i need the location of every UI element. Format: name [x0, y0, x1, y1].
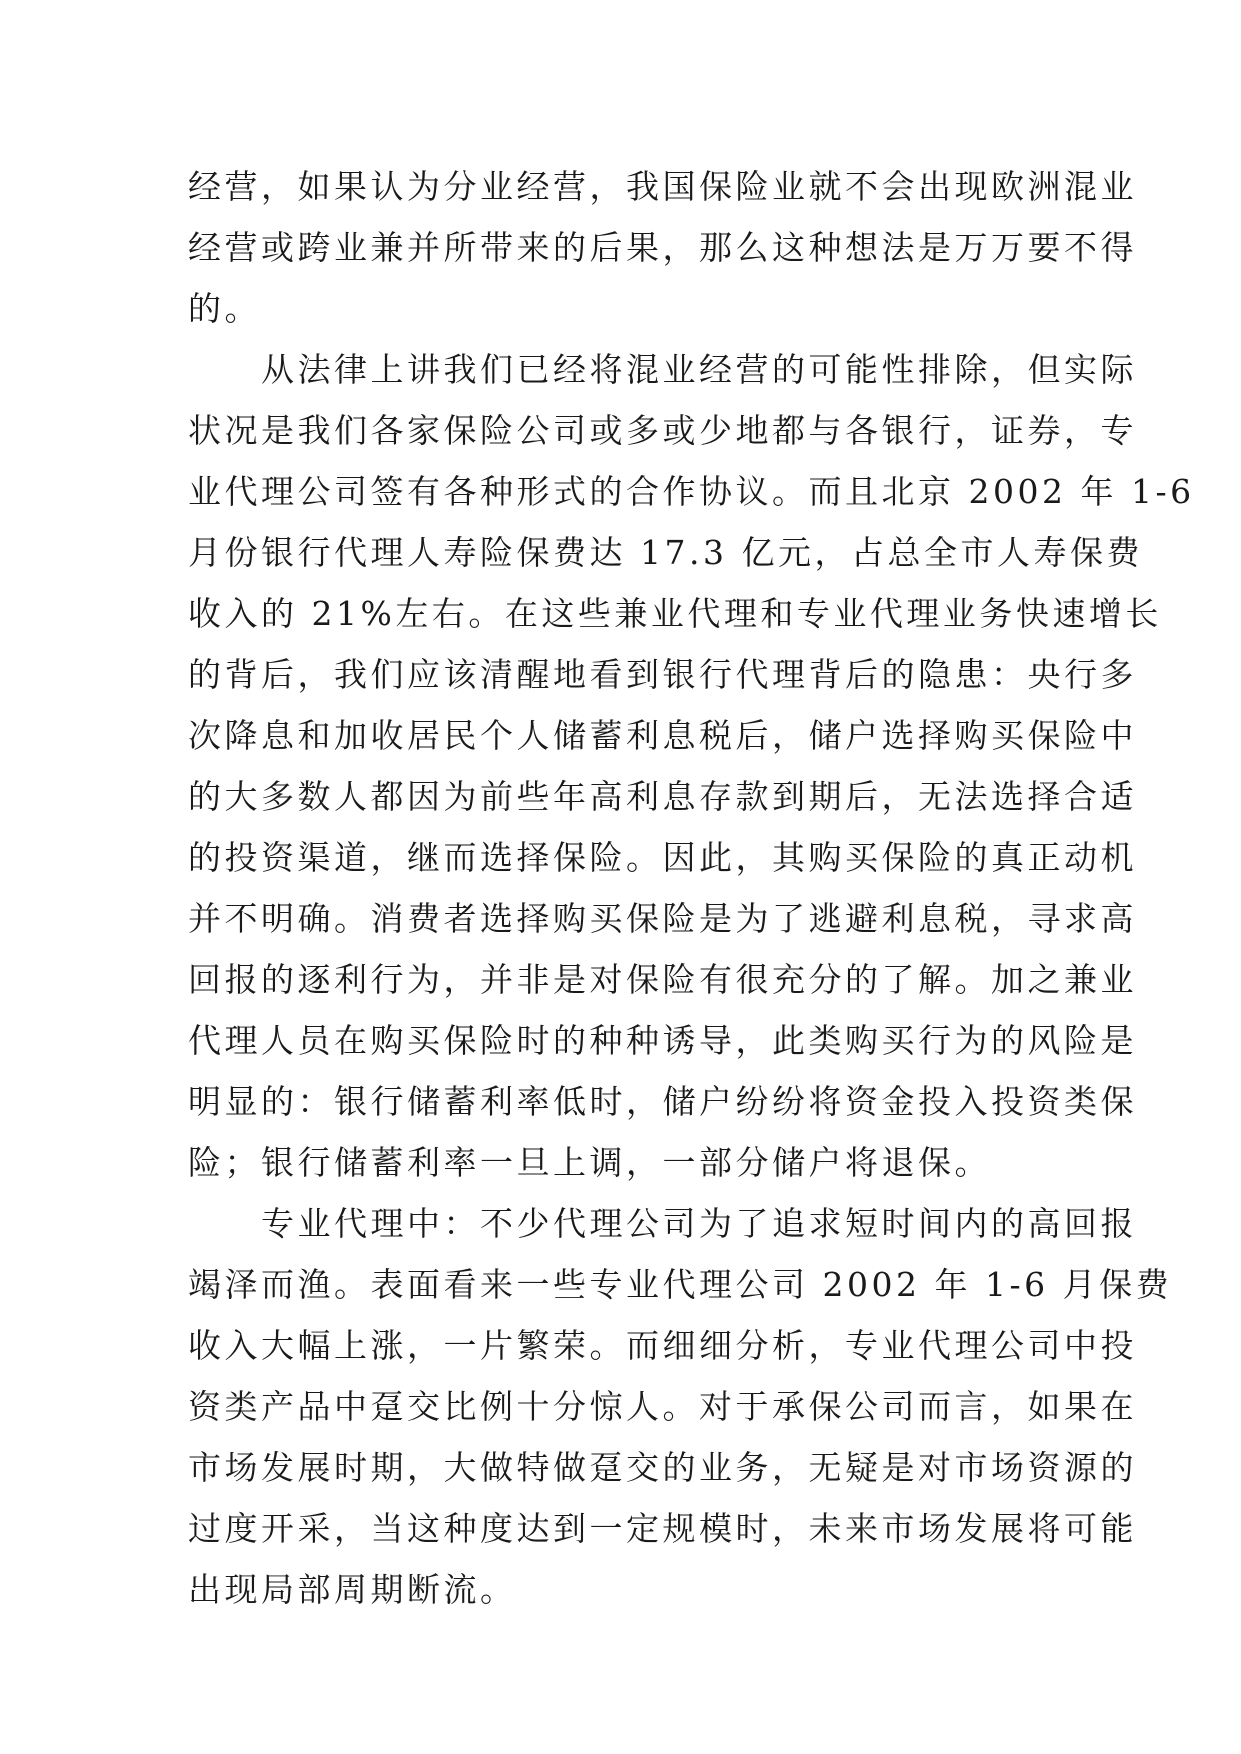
text-line: 经营，如果认为分业经营，我国保险业就不会出现欧洲混业 — [188, 167, 1137, 206]
text-line: 出现局部周期断流。 — [188, 1570, 517, 1609]
text-line: 的大多数人都因为前些年高利息存款到期后，无法选择合适 — [188, 777, 1137, 816]
text-line: 回报的逐利行为，并非是对保险有很充分的了解。加之兼业 — [188, 960, 1137, 999]
text-line: 专业代理中：不少代理公司为了追求短时间内的高回报 — [188, 1204, 1137, 1243]
paragraph-1 — [188, 156, 1137, 339]
body-text — [188, 156, 1195, 1620]
text-line: 明显的：银行储蓄利率低时，储户纷纷将资金投入投资类保 — [188, 1082, 1137, 1121]
text-line: 次降息和加收居民个人储蓄利息税后，储户选择购买保险中 — [188, 716, 1137, 755]
paragraph-2 — [188, 339, 1195, 1193]
text-line: 的。 — [188, 289, 261, 328]
text-line: 险；银行储蓄利率一旦上调，一部分储户将退保。 — [188, 1143, 991, 1182]
text-line: 市场发展时期，大做特做趸交的业务，无疑是对市场资源的 — [188, 1448, 1137, 1487]
text-line: 并不明确。消费者选择购买保险是为了逃避利息税，寻求高 — [188, 899, 1137, 938]
text-line: 过度开采，当这种度达到一定规模时，未来市场发展将可能 — [188, 1509, 1137, 1548]
text-line: 状况是我们各家保险公司或多或少地都与各银行，证券，专 — [188, 411, 1137, 450]
text-line: 收入大幅上涨，一片繁荣。而细细分析，专业代理公司中投 — [188, 1326, 1137, 1365]
text-line: 的背后，我们应该清醒地看到银行代理背后的隐患：央行多 — [188, 655, 1137, 694]
text-line: 收入的 21%左右。在这些兼业代理和专业代理业务快速增长 — [188, 594, 1162, 633]
text-line: 资类产品中趸交比例十分惊人。对于承保公司而言，如果在 — [188, 1387, 1137, 1426]
text-line: 业代理公司签有各种形式的合作协议。而且北京 2002 年 1-6 — [188, 472, 1195, 511]
text-line: 竭泽而渔。表面看来一些专业代理公司 2002 年 1-6 月保费 — [188, 1265, 1173, 1304]
text-line: 经营或跨业兼并所带来的后果，那么这种想法是万万要不得 — [188, 228, 1137, 267]
text-line: 从法律上讲我们已经将混业经营的可能性排除，但实际 — [188, 350, 1137, 389]
text-line: 的投资渠道，继而选择保险。因此，其购买保险的真正动机 — [188, 838, 1137, 877]
text-line: 月份银行代理人寿险保费达 17.3 亿元，占总全市人寿保费 — [188, 533, 1143, 572]
paragraph-3 — [188, 1193, 1173, 1620]
text-line: 代理人员在购买保险时的种种诱导，此类购买行为的风险是 — [188, 1021, 1137, 1060]
